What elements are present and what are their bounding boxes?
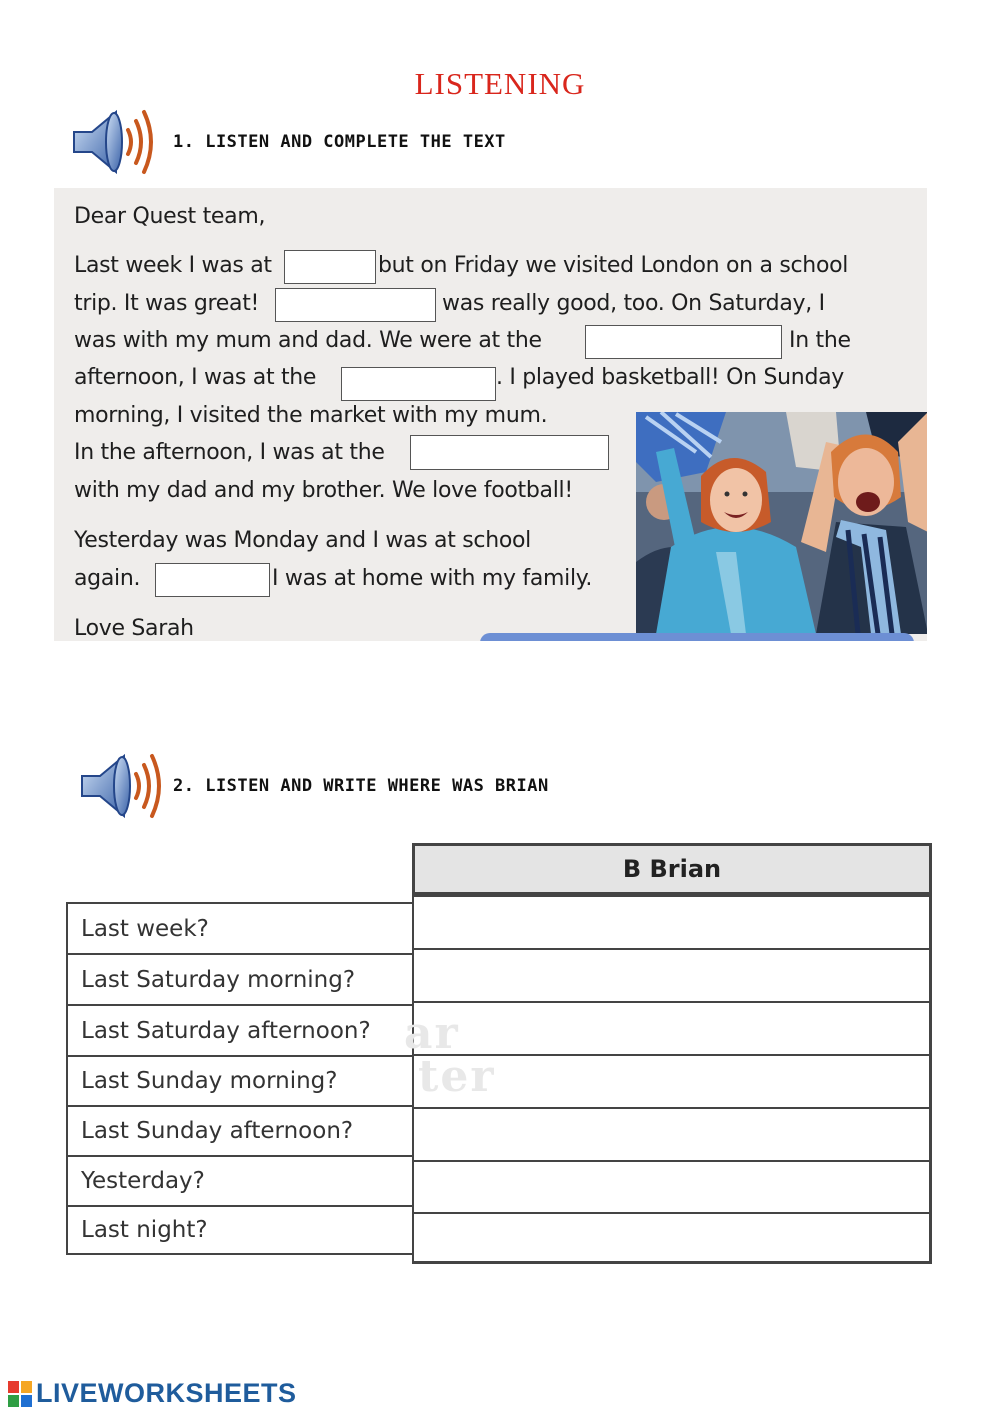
blank-input-2[interactable]: [275, 288, 436, 322]
letter-text: Last week I was at: [74, 253, 272, 278]
exercise2-instruction: 2. LISTEN AND WRITE WHERE WAS BRIAN: [173, 776, 549, 796]
table-row-label: Last Saturday afternoon?: [66, 1004, 412, 1055]
letter-signoff: Love Sarah: [74, 616, 194, 641]
table-header-brian: B Brian: [412, 843, 932, 895]
fans-photo: [636, 412, 927, 634]
letter-text: In the afternoon, I was at the: [74, 440, 385, 465]
blank-input-3[interactable]: [585, 325, 782, 359]
table-row-label: Last Sunday morning?: [66, 1055, 412, 1105]
table-row-label: Last Sunday afternoon?: [66, 1105, 412, 1155]
letter-text: Yesterday was Monday and I was at school: [74, 528, 531, 553]
letter-text: morning, I visited the market with my mum.: [74, 403, 548, 428]
letter-text: but on Friday we visited London on a school: [378, 253, 849, 278]
blank-input-4[interactable]: [341, 367, 496, 401]
letter-greeting: Dear Quest team,: [74, 204, 266, 229]
logo-text: LIVEWORKSHEETS: [36, 1378, 297, 1408]
blank-input-1[interactable]: [284, 250, 376, 284]
answer-input[interactable]: [412, 1212, 932, 1264]
letter-text: I was at home with my family.: [272, 566, 593, 591]
letter-text: was really good, too. On Saturday, I: [442, 291, 825, 316]
speaker-icon[interactable]: [78, 750, 166, 822]
blank-input-5[interactable]: [410, 435, 609, 470]
letter-text: In the: [789, 328, 851, 353]
answer-input[interactable]: [412, 895, 932, 948]
letter-text: again.: [74, 566, 141, 591]
letter-text: was with my mum and dad. We were at the: [74, 328, 542, 353]
letter-panel: [54, 188, 927, 641]
table-row-label: Yesterday?: [66, 1155, 412, 1205]
table-row-label: Last night?: [66, 1205, 412, 1255]
letter-text: afternoon, I was at the: [74, 365, 317, 390]
table-row-label: Last Saturday morning?: [66, 953, 412, 1004]
answer-input[interactable]: [412, 1001, 932, 1054]
watermark-text: ter: [418, 1051, 496, 1102]
letter-text: with my dad and my brother. We love football!: [74, 478, 573, 503]
table-row-label: Last week?: [66, 902, 412, 953]
page-title: LISTENING: [414, 66, 586, 101]
photo-caption-strip: [480, 633, 914, 641]
speaker-icon[interactable]: [70, 106, 158, 178]
answer-input[interactable]: [412, 1107, 932, 1160]
answer-input[interactable]: [412, 948, 932, 1001]
letter-text: trip. It was great!: [74, 291, 260, 316]
liveworksheets-logo[interactable]: [8, 1378, 297, 1409]
answer-input[interactable]: [412, 1160, 932, 1212]
watermark-text: ar: [404, 1008, 460, 1059]
letter-text: . I played basketball! On Sunday: [496, 365, 845, 390]
blank-input-6[interactable]: [155, 563, 270, 597]
liveworksheets-logo-icon: [8, 1381, 32, 1407]
exercise1-instruction: 1. LISTEN AND COMPLETE THE TEXT: [173, 132, 506, 152]
